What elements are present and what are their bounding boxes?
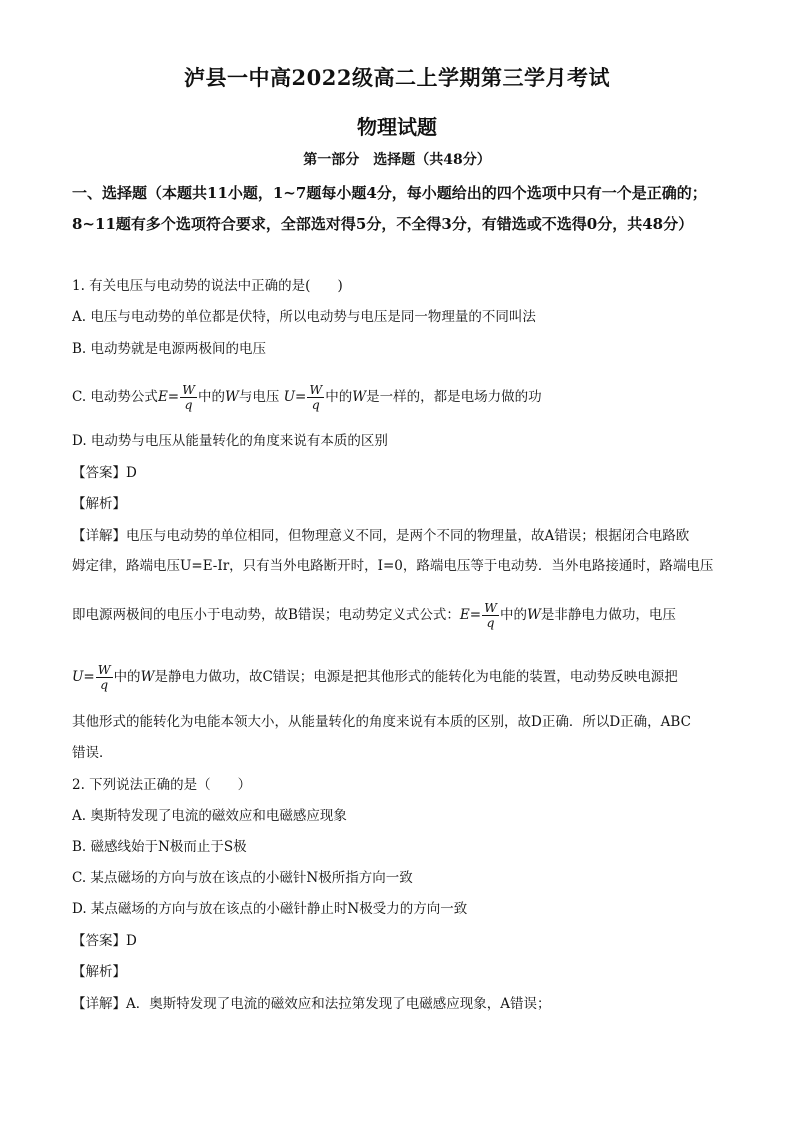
q1-d4-fraction [96, 663, 113, 692]
q1-c-den-2: q [311, 397, 320, 412]
q1-c-num-1: W [182, 382, 195, 397]
q2-option-a: A. 奥斯特发现了电流的磁效应和电磁感应现象 [72, 808, 347, 824]
q2-option-d: D. 某点磁场的方向与放在该点的小磁针静止时N极受力的方向一致 [72, 901, 468, 917]
q1-answer: 【答案】D [72, 465, 137, 481]
q1-option-b: B. 电动势就是电源两极间的电压 [72, 341, 267, 357]
q1-c-mid3: 中的 [325, 389, 353, 405]
q1-c-mid1: 中的 [197, 389, 225, 405]
q1-c-fraction-1 [180, 383, 197, 412]
q1-detail-line-6: 错误． [72, 745, 113, 761]
q1-c-mid2: 与电压 [238, 389, 280, 405]
section-instructions: 一、选择题（本题共11小题，1~7题每小题4分，每小题给出的四个选项中只有一个是正确的；8~11题有多个选项符合要求，全部选对得5分，不全得3分，有错选或不选得0分，共48分） [72, 184, 707, 233]
q1-d3-den: q [486, 615, 495, 630]
q1-c-e: E [157, 389, 168, 405]
q2-option-c: C. 某点磁场的方向与放在该点的小磁针N极所指方向一致 [72, 870, 413, 886]
q1-d4-post: 是静电力做功，故C错误；电源是把其他形式的能转化为电能的装置，电动势反映电源把 [154, 669, 678, 685]
q1-c-post: 是一样的，都是电场力做的功 [366, 389, 542, 405]
q1-c-den-1: q [184, 397, 193, 412]
q2-option-b: B. 磁感线始于N极而止于S极 [72, 839, 247, 855]
q1-c-eq2: = [295, 389, 307, 405]
q1-d3-e: E [459, 607, 470, 623]
q2-analysis: 【解析】 [72, 964, 126, 980]
q1-d4-eq: = [83, 669, 95, 685]
q1-d3-num: W [484, 600, 497, 615]
q1-detail-line-1: 【详解】电压与电动势的单位相同，但物理意义不同，是两个不同的物理量，故A错误；根据闭合电路欧 [72, 528, 690, 544]
q1-option-c [72, 383, 732, 412]
q1-d3-eq: = [469, 607, 482, 623]
q1-detail-line-3 [72, 601, 732, 630]
q1-detail-line-4 [72, 663, 732, 692]
q2-detail-line-1: 【详解】A．奥斯特发现了电流的磁效应和法拉第发现了电磁感应现象，A错误； [72, 996, 551, 1012]
q1-detail-line-2: 姆定律，路端电压U=E-Ir，只有当外电路断开时，I=0，路端电压等于电动势．当外电路接通时，路端电压 [72, 558, 714, 574]
q1-option-d: D. 电动势与电压从能量转化的角度来说有本质的区别 [72, 433, 388, 449]
q1-analysis: 【解析】 [72, 496, 126, 512]
q1-d4-num: W [97, 662, 111, 677]
q2-stem: 2. 下列说法正确的是（ ） [72, 777, 252, 793]
q1-d3-fraction [482, 601, 499, 630]
part-heading: 第一部分 选择题（共48分） [303, 152, 491, 168]
exam-title: 泸县一中高2022级高二上学期第三学月考试 [184, 65, 610, 90]
q1-c-eq: = [167, 389, 180, 405]
q1-d4-mid: 中的 [113, 669, 141, 685]
q1-d3-post: 是非静电力做功，电压 [540, 607, 676, 623]
q1-d3-w: W [526, 607, 541, 623]
q1-c-num-2: W [309, 382, 323, 397]
q1-option-a: A. 电压与电动势的单位都是伏特，所以电动势与电压是同一物理量的不同叫法 [72, 309, 536, 325]
q1-d3-prefix: 即电源两极间的电压小于电动势，故B错误；电动势定义式公式： [72, 607, 460, 623]
q1-c-fraction-2 [307, 383, 324, 412]
q2-answer: 【答案】D [72, 933, 137, 949]
q1-d3-mid: 中的 [499, 607, 527, 623]
q1-d4-w: W [140, 669, 155, 685]
q1-detail-line-5: 其他形式的能转化为电能本领大小，从能量转化的角度来说有本质的区别，故D正确．所以D正确，ABC [72, 714, 691, 730]
q1-stem: 1. 有关电压与电动势的说法中正确的是( ) [72, 278, 343, 294]
q1-c-w1: W [224, 389, 239, 405]
q1-d4-den: q [100, 677, 109, 692]
q1-c-u: U [283, 389, 296, 405]
exam-subtitle: 物理试题 [357, 115, 437, 139]
q1-c-w2: W [352, 389, 367, 405]
q1-c-prefix: C. 电动势公式 [72, 389, 158, 405]
q1-d4-u: U [72, 669, 84, 685]
